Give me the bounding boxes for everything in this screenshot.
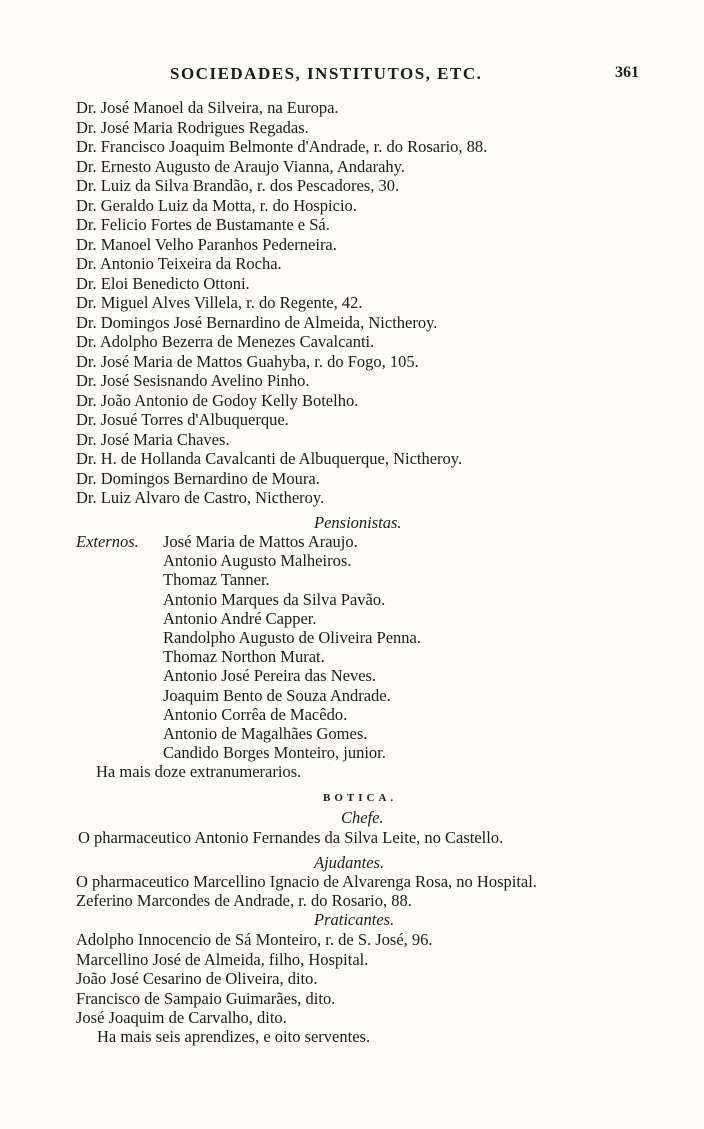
pensionista-entry: Antonio Marques da Silva Pavão.: [163, 589, 386, 609]
pensionista-entry: Thomaz Tanner.: [163, 570, 270, 590]
pensionista-entry: Antonio Corrêa de Macêdo.: [163, 704, 348, 724]
pensionista-entry: Antonio Augusto Malheiros.: [163, 551, 352, 571]
praticante-entry: Marcellino José de Almeida, filho, Hospital.: [76, 949, 369, 969]
doctor-entry: Dr. Adolpho Bezerra de Menezes Cavalcanti.: [76, 332, 375, 351]
doctor-entry: Dr. José Maria Chaves.: [76, 429, 230, 449]
praticantes-heading: Praticantes.: [314, 910, 395, 929]
pensionista-entry: Antonio André Capper.: [163, 608, 317, 628]
praticante-entry: Adolpho Innocencio de Sá Monteiro, r. de S. José, 96.: [76, 930, 433, 949]
doctor-entry: Dr. João Antonio de Godoy Kelly Botelho.: [76, 390, 359, 410]
doctor-entry: Dr. Geraldo Luiz da Motta, r. do Hospicio.: [76, 195, 357, 215]
doctor-entry: Dr. Antonio Teixeira da Rocha.: [76, 254, 282, 273]
pensionista-entry: José Maria de Mattos Araujo.: [163, 532, 358, 551]
pensionista-entry: Thomaz Northon Murat.: [163, 647, 325, 667]
doctor-entry: Dr. Felicio Fortes de Bustamante e Sá.: [76, 215, 330, 234]
pensionista-entry: Joaquim Bento de Souza Andrade.: [163, 685, 391, 705]
page-number: 361: [615, 64, 639, 81]
page-header: [0, 64, 704, 88]
pensionista-entry: Candido Borges Monteiro, junior.: [163, 743, 386, 763]
pensionista-entry: Randolpho Augusto de Oliveira Penna.: [163, 628, 422, 647]
praticante-entry: José Joaquim de Carvalho, dito.: [76, 1008, 287, 1027]
pensionistas-heading: Pensionistas.: [314, 513, 402, 532]
externos-label: Externos.: [76, 532, 139, 551]
chefe-entry: O pharmaceutico Antonio Fernandes da Silva Leite, no Castello.: [78, 828, 504, 847]
doctor-entry: Dr. Manoel Velho Paranhos Pederneira.: [76, 234, 337, 254]
doctor-entry: Dr. Josué Torres d'Albuquerque.: [76, 410, 289, 429]
doctor-entry: Dr. Luiz Alvaro de Castro, Nictheroy.: [76, 488, 325, 507]
praticante-entry: João José Cesarino de Oliveira, dito.: [76, 969, 318, 988]
chefe-heading: Chefe.: [341, 808, 384, 827]
doctor-entry: Dr. H. de Hollanda Cavalcanti de Albuquerque, Nictheroy.: [76, 449, 463, 468]
doctor-entry: Dr. Domingos Bernardino de Moura.: [76, 468, 320, 488]
ajudantes-heading: Ajudantes.: [314, 853, 385, 872]
pensionista-entry: Antonio de Magalhães Gomes.: [163, 724, 368, 743]
praticante-entry: Francisco de Sampaio Guimarães, dito.: [76, 988, 336, 1008]
doctor-entry: Dr. José Manoel da Silveira, na Europa.: [76, 98, 339, 117]
ajudante-entry: Zeferino Marcondes de Andrade, r. do Rosario, 88.: [76, 891, 412, 910]
doctor-entry: Dr. José Maria de Mattos Guahyba, r. do Fogo, 105.: [76, 351, 419, 371]
botica-heading: BOTICA.: [323, 792, 398, 804]
doctor-entry: Dr. Domingos José Bernardino de Almeida, Nictheroy.: [76, 312, 438, 332]
doctor-entry: Dr. Ernesto Augusto de Araujo Vianna, Andarahy.: [76, 156, 405, 176]
pensionistas-extra-note: Ha mais doze extranumerarios.: [96, 762, 302, 781]
botica-extra-note: Ha mais seis aprendizes, e oito serventes.: [97, 1027, 371, 1046]
doctor-entry: Dr. José Sesisnando Avelino Pinho.: [76, 371, 310, 390]
doctor-entry: Dr. José Maria Rodrigues Regadas.: [76, 117, 309, 137]
ajudante-entry: O pharmaceutico Marcellino Ignacio de Alvarenga Rosa, no Hospital.: [76, 872, 537, 891]
doctor-entry: Dr. Luiz da Silva Brandão, r. dos Pescadores, 30.: [76, 176, 400, 195]
doctor-entry: Dr. Francisco Joaquim Belmonte d'Andrade, r. do Rosario, 88.: [76, 137, 488, 156]
pensionista-entry: Antonio José Pereira das Neves.: [163, 666, 377, 686]
doctor-entry: Dr. Miguel Alves Villela, r. do Regente, 42.: [76, 293, 363, 312]
section-title: SOCIEDADES, INSTITUTOS, ETC.: [170, 64, 483, 83]
doctor-entry: Dr. Eloi Benedicto Ottoni.: [76, 273, 250, 293]
